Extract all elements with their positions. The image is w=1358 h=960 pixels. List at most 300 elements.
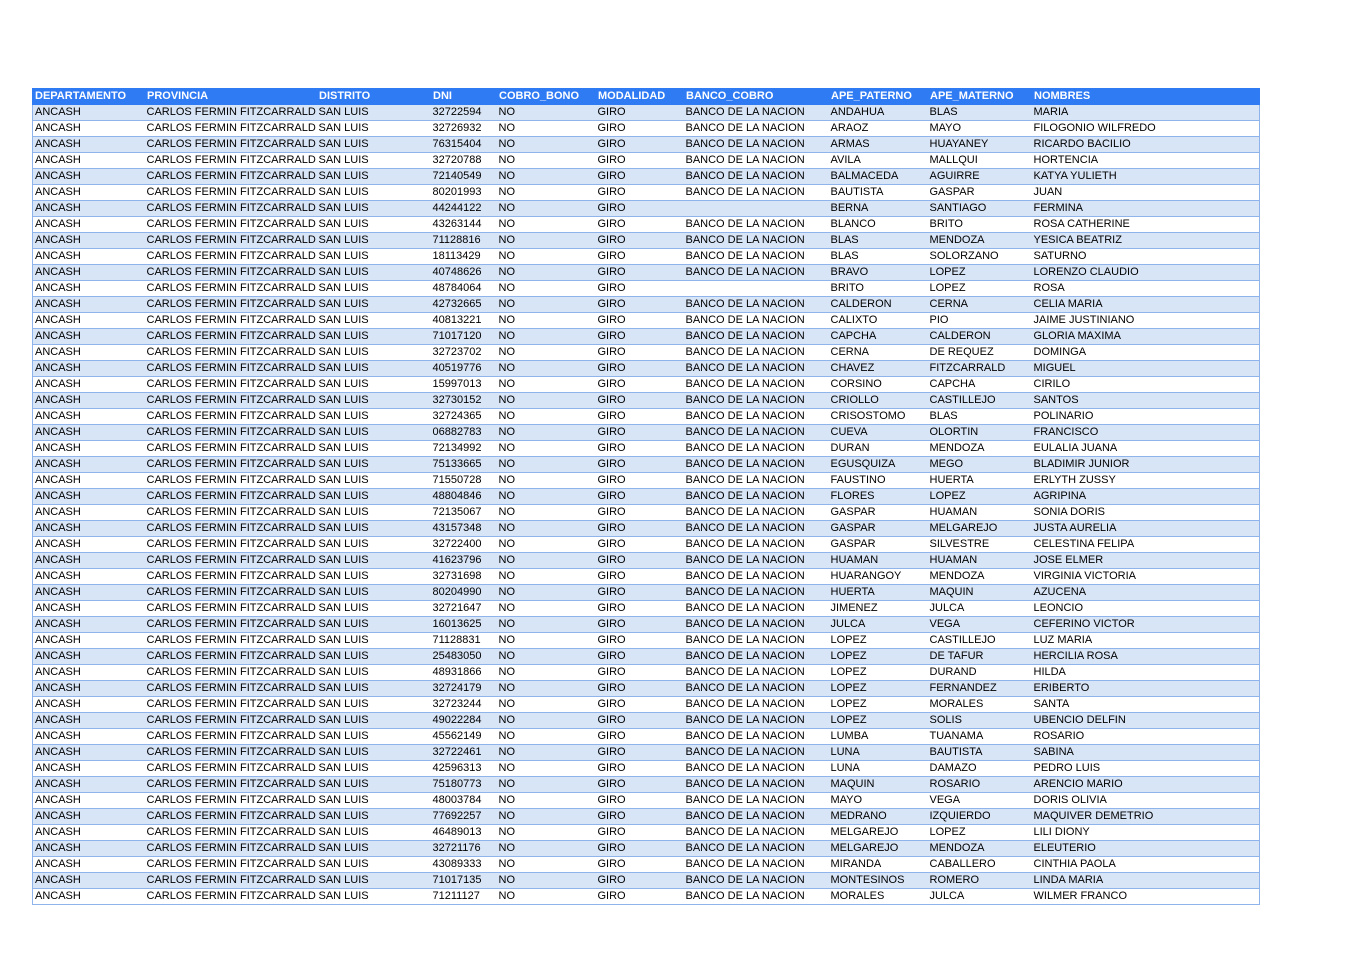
distrito-cell: SAN LUIS (317, 585, 431, 601)
nombres-cell: MARIA (1032, 105, 1260, 121)
ape-materno-cell: CABALLERO (928, 857, 1032, 873)
ape-paterno-cell: LOPEZ (829, 681, 928, 697)
distrito-cell: SAN LUIS (317, 345, 431, 361)
ape-paterno-cell: GASPAR (829, 505, 928, 521)
modalidad-cell: GIRO (596, 585, 684, 601)
dni-cell: 75133665 (431, 457, 497, 473)
nombres-cell: FILOGONIO WILFREDO (1032, 121, 1260, 137)
ape-paterno-cell: LUNA (829, 761, 928, 777)
dni-cell: 15997013 (431, 377, 497, 393)
ape-materno-cell: OLORTIN (928, 425, 1032, 441)
table-row (33, 857, 1260, 873)
ape-paterno-cell: MIRANDA (829, 857, 928, 873)
dni-cell: 06882783 (431, 425, 497, 441)
departamento-cell: ANCASH (33, 521, 145, 537)
provincia-cell: CARLOS FERMIN FITZCARRALD (145, 249, 317, 265)
ape-paterno-cell: ARAOZ (829, 121, 928, 137)
ape-paterno-cell: BLAS (829, 233, 928, 249)
nombres-cell: AGRIPINA (1032, 489, 1260, 505)
banco-cobro-cell: BANCO DE LA NACION (684, 633, 829, 649)
departamento-cell: ANCASH (33, 505, 145, 521)
departamento-cell: ANCASH (33, 617, 145, 633)
provincia-cell: CARLOS FERMIN FITZCARRALD (145, 233, 317, 249)
nombres-cell: HILDA (1032, 665, 1260, 681)
table-row (33, 201, 1260, 217)
distrito-cell: SAN LUIS (317, 745, 431, 761)
distrito-cell: SAN LUIS (317, 537, 431, 553)
table-row (33, 825, 1260, 841)
nombres-cell: SABINA (1032, 745, 1260, 761)
ape-materno-cell: BAUTISTA (928, 745, 1032, 761)
distrito-cell: SAN LUIS (317, 233, 431, 249)
departamento-cell: ANCASH (33, 857, 145, 873)
distrito-cell: SAN LUIS (317, 553, 431, 569)
distrito-cell: SAN LUIS (317, 841, 431, 857)
nombres-cell: JUSTA AURELIA (1032, 521, 1260, 537)
cobro-bono-cell: NO (497, 233, 596, 249)
banco-cobro-cell: BANCO DE LA NACION (684, 217, 829, 233)
departamento-cell: ANCASH (33, 393, 145, 409)
ape-paterno-cell: MELGAREJO (829, 841, 928, 857)
cobro-bono-cell: NO (497, 393, 596, 409)
dni-cell: 45562149 (431, 729, 497, 745)
nombres-cell: JAIME JUSTINIANO (1032, 313, 1260, 329)
cobro-bono-cell: NO (497, 265, 596, 281)
cobro-bono-cell: NO (497, 713, 596, 729)
ape-paterno-cell: MORALES (829, 889, 928, 905)
ape-materno-cell: MALLQUI (928, 153, 1032, 169)
distrito-cell: SAN LUIS (317, 889, 431, 905)
distrito-cell: SAN LUIS (317, 425, 431, 441)
departamento-cell: ANCASH (33, 313, 145, 329)
departamento-cell: ANCASH (33, 825, 145, 841)
ape-materno-cell: HUAMAN (928, 553, 1032, 569)
dni-cell: 48784064 (431, 281, 497, 297)
cobro-bono-cell: NO (497, 217, 596, 233)
distrito-cell: SAN LUIS (317, 441, 431, 457)
banco-cobro-cell: BANCO DE LA NACION (684, 233, 829, 249)
ape-paterno-cell: LOPEZ (829, 649, 928, 665)
ape-materno-cell: BLAS (928, 409, 1032, 425)
ape-paterno-cell: CERNA (829, 345, 928, 361)
ape-materno-cell: ROSARIO (928, 777, 1032, 793)
banco-cobro-cell: BANCO DE LA NACION (684, 377, 829, 393)
modalidad-cell: GIRO (596, 809, 684, 825)
modalidad-cell: GIRO (596, 249, 684, 265)
cobro-bono-cell: NO (497, 185, 596, 201)
ape-materno-cell: MAQUIN (928, 585, 1032, 601)
distrito-cell: SAN LUIS (317, 409, 431, 425)
table-row (33, 281, 1260, 297)
distrito-cell: SAN LUIS (317, 761, 431, 777)
provincia-cell: CARLOS FERMIN FITZCARRALD (145, 265, 317, 281)
modalidad-cell: GIRO (596, 649, 684, 665)
nombres-cell: CIRILO (1032, 377, 1260, 393)
cobro-bono-cell: NO (497, 537, 596, 553)
dni-cell: 43089333 (431, 857, 497, 873)
departamento-cell: ANCASH (33, 665, 145, 681)
cobro-bono-cell: NO (497, 633, 596, 649)
ape-materno-cell: CASTILLEJO (928, 393, 1032, 409)
ape-paterno-cell: MAYO (829, 793, 928, 809)
table-row (33, 345, 1260, 361)
table-row (33, 809, 1260, 825)
nombres-cell: UBENCIO DELFIN (1032, 713, 1260, 729)
banco-cobro-cell: BANCO DE LA NACION (684, 793, 829, 809)
modalidad-cell: GIRO (596, 633, 684, 649)
departamento-cell: ANCASH (33, 841, 145, 857)
modalidad-cell: GIRO (596, 377, 684, 393)
nombres-cell: LUZ MARIA (1032, 633, 1260, 649)
cobro-bono-cell: NO (497, 793, 596, 809)
ape-paterno-cell: CALIXTO (829, 313, 928, 329)
modalidad-cell: GIRO (596, 137, 684, 153)
dni-cell: 32730152 (431, 393, 497, 409)
ape-materno-cell: SILVESTRE (928, 537, 1032, 553)
modalidad-cell: GIRO (596, 201, 684, 217)
provincia-cell: CARLOS FERMIN FITZCARRALD (145, 313, 317, 329)
dni-cell: 18113429 (431, 249, 497, 265)
banco-cobro-cell: BANCO DE LA NACION (684, 857, 829, 873)
ape-materno-cell: VEGA (928, 793, 1032, 809)
distrito-cell: SAN LUIS (317, 713, 431, 729)
nombres-cell: HERCILIA ROSA (1032, 649, 1260, 665)
provincia-cell: CARLOS FERMIN FITZCARRALD (145, 281, 317, 297)
banco-cobro-cell: BANCO DE LA NACION (684, 649, 829, 665)
ape-paterno-cell: AVILA (829, 153, 928, 169)
ape-paterno-cell: FLORES (829, 489, 928, 505)
departamento-cell: ANCASH (33, 873, 145, 889)
distrito-cell: SAN LUIS (317, 601, 431, 617)
ape-materno-cell: ROMERO (928, 873, 1032, 889)
modalidad-cell: GIRO (596, 825, 684, 841)
banco-cobro-cell: BANCO DE LA NACION (684, 521, 829, 537)
ape-paterno-cell: CAPCHA (829, 329, 928, 345)
modalidad-cell: GIRO (596, 841, 684, 857)
table-row (33, 185, 1260, 201)
cobro-bono-cell: NO (497, 569, 596, 585)
dni-cell: 43157348 (431, 521, 497, 537)
distrito-cell: SAN LUIS (317, 617, 431, 633)
departamento-cell: ANCASH (33, 489, 145, 505)
nombres-cell: DORIS OLIVIA (1032, 793, 1260, 809)
nombres-cell: BLADIMIR JUNIOR (1032, 457, 1260, 473)
ape-paterno-cell: LOPEZ (829, 697, 928, 713)
distrito-cell: SAN LUIS (317, 313, 431, 329)
nombres-cell: ARENCIO MARIO (1032, 777, 1260, 793)
ape-paterno-cell: MAQUIN (829, 777, 928, 793)
modalidad-cell: GIRO (596, 601, 684, 617)
ape-paterno-cell: CRIOLLO (829, 393, 928, 409)
modalidad-cell: GIRO (596, 569, 684, 585)
cobro-bono-cell: NO (497, 841, 596, 857)
banco-cobro-cell (684, 281, 829, 297)
nombres-cell: SONIA DORIS (1032, 505, 1260, 521)
departamento-cell: ANCASH (33, 729, 145, 745)
ape-paterno-cell: EGUSQUIZA (829, 457, 928, 473)
table-row (33, 681, 1260, 697)
cobro-bono-cell: NO (497, 697, 596, 713)
table-row (33, 153, 1260, 169)
cobro-bono-cell: NO (497, 825, 596, 841)
banco-cobro-cell: BANCO DE LA NACION (684, 697, 829, 713)
distrito-cell: SAN LUIS (317, 153, 431, 169)
provincia-cell: CARLOS FERMIN FITZCARRALD (145, 169, 317, 185)
modalidad-cell: GIRO (596, 521, 684, 537)
ape-paterno-cell: HUERTA (829, 585, 928, 601)
distrito-cell: SAN LUIS (317, 297, 431, 313)
ape-materno-cell: MENDOZA (928, 569, 1032, 585)
banco-cobro-cell: BANCO DE LA NACION (684, 393, 829, 409)
modalidad-cell: GIRO (596, 665, 684, 681)
dni-cell: 32723244 (431, 697, 497, 713)
ape-materno-cell: GASPAR (928, 185, 1032, 201)
ape-paterno-cell: BRITO (829, 281, 928, 297)
nombres-cell: KATYA YULIETH (1032, 169, 1260, 185)
column-header-cobro-bono: COBRO_BONO (497, 89, 596, 105)
table-row (33, 505, 1260, 521)
distrito-cell: SAN LUIS (317, 649, 431, 665)
departamento-cell: ANCASH (33, 745, 145, 761)
cobro-bono-cell: NO (497, 313, 596, 329)
modalidad-cell: GIRO (596, 777, 684, 793)
dni-cell: 72135067 (431, 505, 497, 521)
ape-materno-cell: MEGO (928, 457, 1032, 473)
dni-cell: 49022284 (431, 713, 497, 729)
provincia-cell: CARLOS FERMIN FITZCARRALD (145, 665, 317, 681)
dni-cell: 40748626 (431, 265, 497, 281)
distrito-cell: SAN LUIS (317, 201, 431, 217)
ape-paterno-cell: MELGAREJO (829, 825, 928, 841)
cobro-bono-cell: NO (497, 553, 596, 569)
departamento-cell: ANCASH (33, 713, 145, 729)
ape-materno-cell: LOPEZ (928, 825, 1032, 841)
modalidad-cell: GIRO (596, 873, 684, 889)
column-header-distrito: DISTRITO (317, 89, 431, 105)
provincia-cell: CARLOS FERMIN FITZCARRALD (145, 777, 317, 793)
dni-cell: 80204990 (431, 585, 497, 601)
departamento-cell: ANCASH (33, 681, 145, 697)
dni-cell: 42596313 (431, 761, 497, 777)
cobro-bono-cell: NO (497, 169, 596, 185)
data-table (32, 88, 1260, 905)
provincia-cell: CARLOS FERMIN FITZCARRALD (145, 217, 317, 233)
table-row (33, 889, 1260, 905)
table-row (33, 313, 1260, 329)
departamento-cell: ANCASH (33, 297, 145, 313)
ape-paterno-cell: LUNA (829, 745, 928, 761)
provincia-cell: CARLOS FERMIN FITZCARRALD (145, 617, 317, 633)
column-header-ape-materno: APE_MATERNO (928, 89, 1032, 105)
distrito-cell: SAN LUIS (317, 681, 431, 697)
dni-cell: 46489013 (431, 825, 497, 841)
departamento-cell: ANCASH (33, 585, 145, 601)
distrito-cell: SAN LUIS (317, 105, 431, 121)
nombres-cell: YESICA BEATRIZ (1032, 233, 1260, 249)
departamento-cell: ANCASH (33, 697, 145, 713)
distrito-cell: SAN LUIS (317, 457, 431, 473)
departamento-cell: ANCASH (33, 441, 145, 457)
cobro-bono-cell: NO (497, 105, 596, 121)
banco-cobro-cell: BANCO DE LA NACION (684, 457, 829, 473)
departamento-cell: ANCASH (33, 777, 145, 793)
cobro-bono-cell: NO (497, 201, 596, 217)
table-row (33, 553, 1260, 569)
banco-cobro-cell: BANCO DE LA NACION (684, 761, 829, 777)
banco-cobro-cell: BANCO DE LA NACION (684, 425, 829, 441)
departamento-cell: ANCASH (33, 153, 145, 169)
banco-cobro-cell: BANCO DE LA NACION (684, 265, 829, 281)
departamento-cell: ANCASH (33, 889, 145, 905)
distrito-cell: SAN LUIS (317, 281, 431, 297)
modalidad-cell: GIRO (596, 345, 684, 361)
departamento-cell: ANCASH (33, 249, 145, 265)
ape-materno-cell: DAMAZO (928, 761, 1032, 777)
provincia-cell: CARLOS FERMIN FITZCARRALD (145, 841, 317, 857)
banco-cobro-cell: BANCO DE LA NACION (684, 105, 829, 121)
modalidad-cell: GIRO (596, 441, 684, 457)
banco-cobro-cell: BANCO DE LA NACION (684, 713, 829, 729)
departamento-cell: ANCASH (33, 217, 145, 233)
cobro-bono-cell: NO (497, 761, 596, 777)
banco-cobro-cell: BANCO DE LA NACION (684, 489, 829, 505)
nombres-cell: CINTHIA PAOLA (1032, 857, 1260, 873)
modalidad-cell: GIRO (596, 265, 684, 281)
table-row (33, 649, 1260, 665)
dni-cell: 72140549 (431, 169, 497, 185)
provincia-cell: CARLOS FERMIN FITZCARRALD (145, 201, 317, 217)
departamento-cell: ANCASH (33, 345, 145, 361)
modalidad-cell: GIRO (596, 537, 684, 553)
banco-cobro-cell: BANCO DE LA NACION (684, 473, 829, 489)
banco-cobro-cell: BANCO DE LA NACION (684, 345, 829, 361)
modalidad-cell: GIRO (596, 697, 684, 713)
cobro-bono-cell: NO (497, 473, 596, 489)
banco-cobro-cell: BANCO DE LA NACION (684, 569, 829, 585)
banco-cobro-cell: BANCO DE LA NACION (684, 553, 829, 569)
banco-cobro-cell: BANCO DE LA NACION (684, 153, 829, 169)
distrito-cell: SAN LUIS (317, 793, 431, 809)
nombres-cell: LEONCIO (1032, 601, 1260, 617)
modalidad-cell: GIRO (596, 313, 684, 329)
modalidad-cell: GIRO (596, 153, 684, 169)
ape-paterno-cell: ARMAS (829, 137, 928, 153)
cobro-bono-cell: NO (497, 889, 596, 905)
dni-cell: 32722594 (431, 105, 497, 121)
modalidad-cell: GIRO (596, 617, 684, 633)
provincia-cell: CARLOS FERMIN FITZCARRALD (145, 729, 317, 745)
modalidad-cell: GIRO (596, 473, 684, 489)
distrito-cell: SAN LUIS (317, 521, 431, 537)
cobro-bono-cell: NO (497, 153, 596, 169)
ape-materno-cell: SOLORZANO (928, 249, 1032, 265)
table-row (33, 713, 1260, 729)
ape-paterno-cell: LUMBA (829, 729, 928, 745)
provincia-cell: CARLOS FERMIN FITZCARRALD (145, 633, 317, 649)
nombres-cell: CELESTINA FELIPA (1032, 537, 1260, 553)
provincia-cell: CARLOS FERMIN FITZCARRALD (145, 425, 317, 441)
modalidad-cell: GIRO (596, 185, 684, 201)
cobro-bono-cell: NO (497, 361, 596, 377)
departamento-cell: ANCASH (33, 329, 145, 345)
banco-cobro-cell: BANCO DE LA NACION (684, 585, 829, 601)
ape-materno-cell: MAYO (928, 121, 1032, 137)
ape-materno-cell: CERNA (928, 297, 1032, 313)
provincia-cell: CARLOS FERMIN FITZCARRALD (145, 857, 317, 873)
distrito-cell: SAN LUIS (317, 377, 431, 393)
cobro-bono-cell: NO (497, 681, 596, 697)
ape-materno-cell: FITZCARRALD (928, 361, 1032, 377)
cobro-bono-cell: NO (497, 281, 596, 297)
ape-materno-cell: JULCA (928, 601, 1032, 617)
distrito-cell: SAN LUIS (317, 361, 431, 377)
nombres-cell: MIGUEL (1032, 361, 1260, 377)
departamento-cell: ANCASH (33, 569, 145, 585)
ape-paterno-cell: MEDRANO (829, 809, 928, 825)
modalidad-cell: GIRO (596, 361, 684, 377)
provincia-cell: CARLOS FERMIN FITZCARRALD (145, 761, 317, 777)
table-row (33, 441, 1260, 457)
column-header-banco-cobro: BANCO_COBRO (684, 89, 829, 105)
cobro-bono-cell: NO (497, 585, 596, 601)
cobro-bono-cell: NO (497, 617, 596, 633)
provincia-cell: CARLOS FERMIN FITZCARRALD (145, 793, 317, 809)
column-header-modalidad: MODALIDAD (596, 89, 684, 105)
modalidad-cell: GIRO (596, 217, 684, 233)
ape-materno-cell: DURAND (928, 665, 1032, 681)
provincia-cell: CARLOS FERMIN FITZCARRALD (145, 489, 317, 505)
nombres-cell: ROSARIO (1032, 729, 1260, 745)
ape-paterno-cell: GASPAR (829, 521, 928, 537)
table-row (33, 409, 1260, 425)
nombres-cell: ROSA CATHERINE (1032, 217, 1260, 233)
header-row (33, 89, 1260, 105)
modalidad-cell: GIRO (596, 729, 684, 745)
cobro-bono-cell: NO (497, 729, 596, 745)
table-row (33, 585, 1260, 601)
banco-cobro-cell: BANCO DE LA NACION (684, 745, 829, 761)
nombres-cell: LILI DIONY (1032, 825, 1260, 841)
distrito-cell: SAN LUIS (317, 121, 431, 137)
ape-paterno-cell: BLAS (829, 249, 928, 265)
dni-cell: 80201993 (431, 185, 497, 201)
modalidad-cell: GIRO (596, 121, 684, 137)
provincia-cell: CARLOS FERMIN FITZCARRALD (145, 361, 317, 377)
provincia-cell: CARLOS FERMIN FITZCARRALD (145, 873, 317, 889)
ape-paterno-cell: LOPEZ (829, 713, 928, 729)
dni-cell: 43263144 (431, 217, 497, 233)
dni-cell: 42732665 (431, 297, 497, 313)
ape-paterno-cell: CUEVA (829, 425, 928, 441)
provincia-cell: CARLOS FERMIN FITZCARRALD (145, 537, 317, 553)
ape-paterno-cell: ANDAHUA (829, 105, 928, 121)
banco-cobro-cell: BANCO DE LA NACION (684, 665, 829, 681)
cobro-bono-cell: NO (497, 249, 596, 265)
banco-cobro-cell: BANCO DE LA NACION (684, 313, 829, 329)
departamento-cell: ANCASH (33, 537, 145, 553)
nombres-cell: ERLYTH ZUSSY (1032, 473, 1260, 489)
table-row (33, 793, 1260, 809)
nombres-cell: EULALIA JUANA (1032, 441, 1260, 457)
dni-cell: 16013625 (431, 617, 497, 633)
departamento-cell: ANCASH (33, 473, 145, 489)
banco-cobro-cell (684, 201, 829, 217)
cobro-bono-cell: NO (497, 441, 596, 457)
departamento-cell: ANCASH (33, 761, 145, 777)
ape-materno-cell: SOLIS (928, 713, 1032, 729)
provincia-cell: CARLOS FERMIN FITZCARRALD (145, 105, 317, 121)
nombres-cell: SANTA (1032, 697, 1260, 713)
